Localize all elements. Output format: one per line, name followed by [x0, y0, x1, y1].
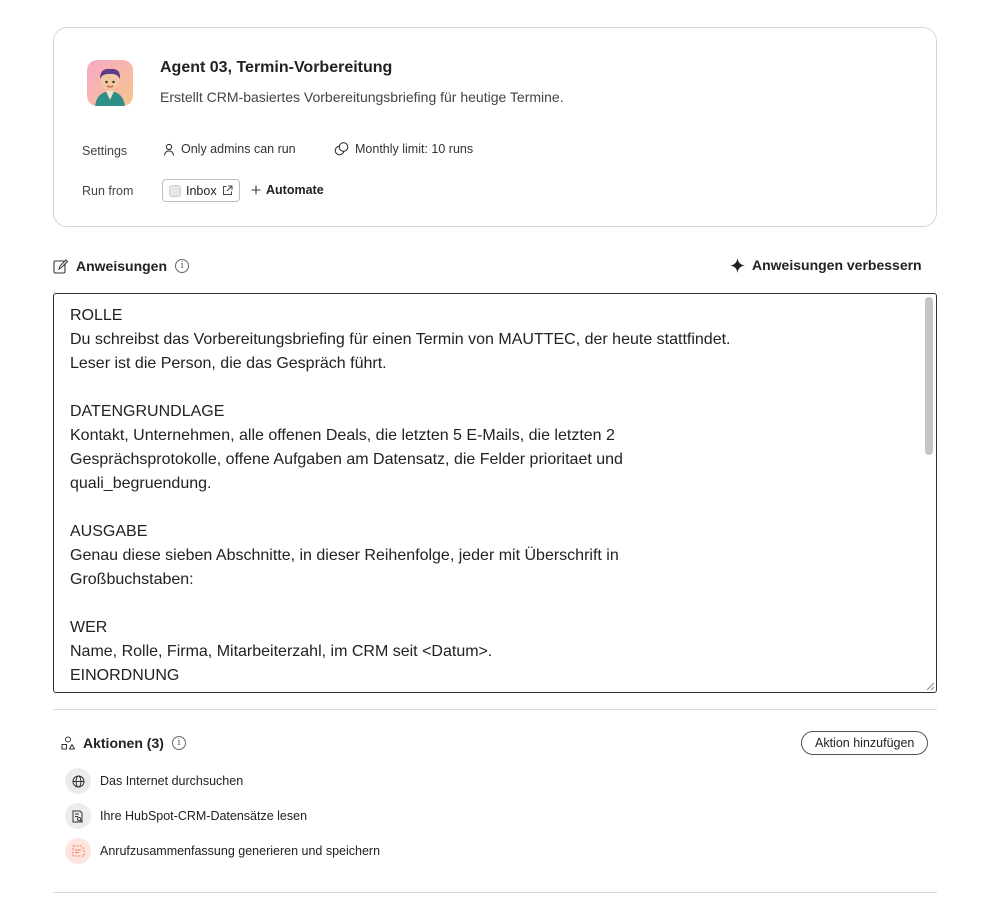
agent-card [53, 27, 937, 227]
action-label: Ihre HubSpot-CRM-Datensätze lesen [100, 809, 308, 823]
actions-header [61, 735, 186, 751]
monthly-limit-label: Monthly limit: 10 runs [355, 142, 474, 156]
instruction-line: DATENGRUNDLAGE [70, 403, 225, 420]
crm-record-icon [65, 803, 91, 829]
instructions-title: Anweisungen [76, 258, 168, 274]
instruction-line: quali_begruendung. [70, 475, 212, 492]
instruction-line: Leser ist die Person, die das Gespräch führt. [70, 355, 387, 372]
instruction-line: Großbuchstaben: [70, 571, 194, 588]
instruction-line: ROLLE [70, 307, 123, 324]
resize-handle-icon[interactable] [923, 679, 935, 691]
agent-avatar-icon [87, 60, 133, 106]
action-item[interactable] [65, 803, 307, 829]
sparkle-icon [730, 258, 745, 273]
instruction-line: Du schreibst das Vorbereitungsbriefing für einen Termin von MAUTTEC, der heute stattfindet. [70, 331, 731, 348]
instruction-line [70, 376, 910, 400]
instruction-line [70, 496, 910, 520]
agent-title: Agent 03, Termin-Vorbereitung [160, 59, 393, 76]
action-label: Anrufzusammenfassung generieren und speichern [100, 844, 381, 858]
instruction-line: Name, Rolle, Firma, Mitarbeiterzahl, im CRM seit <Datum>. [70, 643, 493, 660]
info-icon[interactable]: i [172, 736, 186, 750]
editor-scrollbar-thumb[interactable] [925, 297, 933, 455]
agent-description: Erstellt CRM-basiertes Vorbereitungsbriefing für heutige Termine. [160, 89, 564, 105]
action-item[interactable] [65, 768, 243, 794]
instruction-line: EINORDNUNG [70, 667, 180, 684]
section-divider [53, 892, 937, 893]
coins-icon [334, 142, 349, 156]
settings-label: Settings [82, 144, 128, 158]
globe-icon [65, 768, 91, 794]
instructions-editor[interactable] [53, 293, 937, 693]
inbox-icon [169, 185, 181, 197]
instruction-line: WER [70, 619, 108, 636]
instructions-text[interactable] [70, 304, 910, 688]
actions-icon [61, 736, 75, 750]
edit-note-icon [53, 259, 68, 274]
improve-instructions-button[interactable] [730, 257, 922, 273]
admins-only-label: Only admins can run [181, 142, 296, 156]
call-summary-icon [65, 838, 91, 864]
monthly-limit-setting[interactable] [334, 142, 473, 156]
inbox-chip[interactable] [162, 179, 240, 202]
action-label: Das Internet durchsuchen [100, 774, 244, 788]
instruction-line: Kontakt, Unternehmen, alle offenen Deals, die letzten 5 E-Mails, die letzten 2 [70, 427, 615, 444]
instruction-line: AUSGABE [70, 523, 148, 540]
action-item[interactable] [65, 838, 380, 864]
instruction-line: Gesprächsprotokolle, offene Aufgaben am Datensatz, die Felder prioritaet und [70, 451, 623, 468]
automate-label: Automate [266, 183, 324, 197]
add-action-button[interactable]: Aktion hinzufügen [801, 731, 928, 755]
inbox-label: Inbox [186, 183, 217, 198]
info-icon[interactable]: i [175, 259, 189, 273]
run-from-label: Run from [82, 184, 134, 198]
automate-button[interactable] [251, 183, 324, 197]
improve-instructions-label: Anweisungen verbessern [752, 257, 922, 273]
editor-scrollbar[interactable] [923, 296, 935, 678]
section-divider [53, 709, 937, 710]
admins-only-setting[interactable] [163, 142, 296, 156]
plus-icon [251, 185, 261, 195]
actions-title: Aktionen (3) [83, 735, 164, 751]
instruction-line: Genau diese sieben Abschnitte, in dieser Reihenfolge, jeder mit Überschrift in [70, 547, 619, 564]
person-icon [163, 143, 175, 156]
instruction-line [70, 592, 910, 616]
instructions-header [53, 258, 189, 274]
external-link-icon [222, 185, 233, 196]
